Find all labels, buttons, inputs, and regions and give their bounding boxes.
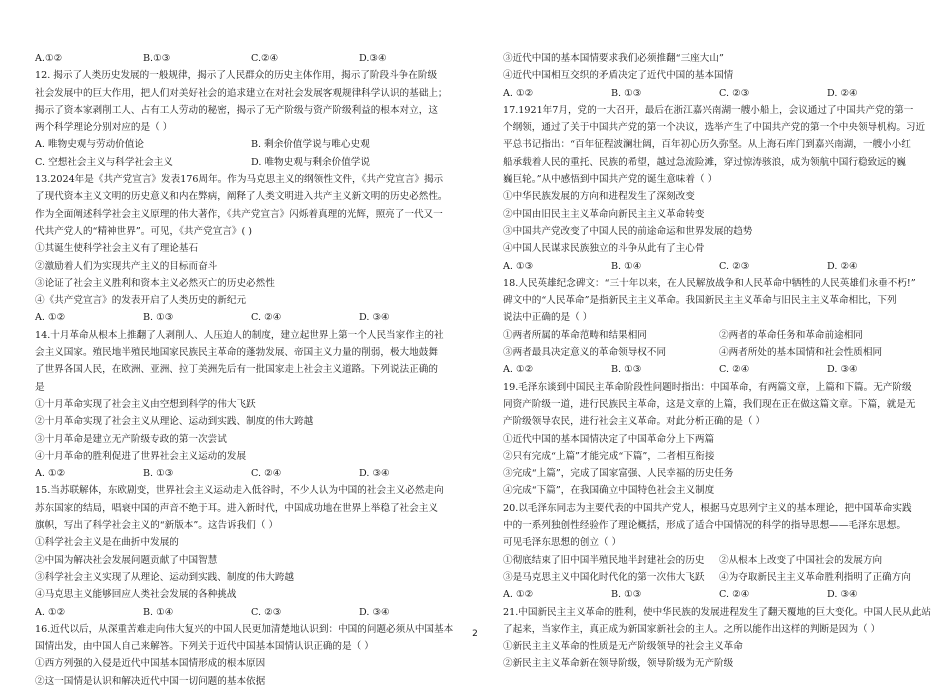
text-line: ①中华民族发展的方向和进程发生了深刻改变 — [503, 191, 695, 203]
text-line: 社会发展中的巨大作用，把人们对美好社会的追求建立在对社会发展客观规律科学认识的基础上； — [35, 87, 448, 99]
text-line: ②新民主主义革命新在领导阶级，领导阶级为无产阶级 — [503, 658, 734, 670]
answer-options — [503, 552, 935, 569]
text-line: ③论证了社会主义胜利和资本主义必然灭亡的历史必然性 — [35, 277, 275, 289]
option-item: B. ①④ — [143, 606, 174, 618]
option-item: B. ①④ — [611, 260, 642, 272]
text-line: ①十月革命实现了社会主义由空想到科学的伟大飞跃 — [35, 398, 256, 410]
text-line: 15.当苏联解体，东欧剧变，世界社会主义运动走入低谷时，不少人认为中国的社会主义必然走向 — [35, 485, 444, 497]
option-item: ①彻底结束了旧中国半殖民地半封建社会的历史 — [503, 554, 705, 566]
option-item: C. ②④ — [719, 364, 750, 376]
option-item: C. 空想社会主义与科学社会主义 — [35, 156, 173, 168]
text-line: 20.以毛泽东同志为主要代表的中国共产党人，根据马克思列宁主义的基本理论，把中国革命实践 — [503, 502, 912, 514]
text-line: 苏东国家的结局，唱衰中国的声音不绝于耳。进入新时代，中国成功地在世界上举稳了社会主义 — [35, 502, 438, 514]
text-line: 作为全面阐述科学社会主义原理的伟大著作，《共产党宣言》闪烁着真理的光辉，照亮了一代又一 — [35, 208, 443, 220]
answer-options — [503, 327, 935, 344]
text-line: ①近代中国的基本国情决定了中国革命分上下两篇 — [503, 433, 715, 445]
text-line: ①其诞生使科学社会主义有了理论基石 — [35, 243, 199, 255]
option-item: A. 唯物史观与劳动价值论 — [35, 139, 144, 151]
text-line: 揭示了资本家剥削工人、占有工人劳动的秘密，揭示了无产阶级与资产阶级利益的根本对立，这 — [35, 104, 438, 116]
option-item: ①两者所属的革命范畴和结果相同 — [503, 329, 647, 341]
option-item: D. ②④ — [827, 87, 858, 99]
text-line: 中的一系列独创性经验作了理论概括，形成了适合中国情况的科学的指导思想——毛泽东思想。 — [503, 520, 906, 532]
option-item: D. ③④ — [827, 364, 858, 376]
page-number: 2 — [472, 629, 478, 639]
option-item: ②从根本上改变了中国社会的发展方向 — [719, 554, 883, 566]
text-line: 平总书记指出：“百年征程波澜壮阔，百年初心历久弥坚。从上海石库门到嘉兴南湖，一艘小小红 — [503, 139, 911, 151]
text-line: 产阶级领导农民，进行社会主义革命。对此分析正确的是（ ） — [503, 416, 766, 428]
option-item: A. ①② — [35, 312, 66, 324]
answer-options — [503, 361, 935, 378]
option-item: A. ①③ — [503, 260, 534, 272]
answer-options — [35, 154, 467, 171]
answer-options — [35, 136, 467, 153]
option-item: B. ①③ — [611, 87, 642, 99]
answer-options — [35, 604, 467, 621]
option-item: C. ②③ — [719, 87, 750, 99]
right-column — [503, 50, 935, 673]
option-item: D. ③④ — [359, 606, 390, 618]
text-line: ①科学社会主义是在曲折中发展的 — [35, 537, 179, 549]
text-line: 18.人民英雄纪念碑文：“三十年以来，在人民解放战争和人民革命中牺牲的人民英雄们永垂不朽!” — [503, 277, 916, 289]
answer-options — [503, 569, 935, 586]
text-line: 14.十月革命从根本上推翻了人剥削人、人压迫人的制度，建立起世界上第一个人民当家作主的社 — [35, 329, 444, 341]
text-line: ③十月革命是建立无产阶级专政的第一次尝试 — [35, 433, 227, 445]
option-item: A. ①② — [35, 468, 66, 480]
text-line: 碑文中的“人民革命”是指新民主主义革命。我国新民主主义革命与旧民主主义革命相比，下列 — [503, 295, 897, 307]
option-item: A. ①② — [503, 589, 534, 601]
text-line: 个纲领，通过了关于中国共产党的第一个决议，选举产生了中国共产党的第一个中央领导机构。习近 — [503, 122, 926, 134]
option-item: ④为夺取新民主主义革命胜利指明了正确方向 — [719, 571, 911, 583]
option-item: A. ①② — [503, 364, 534, 376]
text-line: ④完成“下篇”，在我国确立中国特色社会主义制度 — [503, 485, 715, 497]
option-item: A.①② — [35, 53, 63, 64]
option-item: ③是马克思主义中国化时代化的第一次伟大飞跃 — [503, 571, 705, 583]
text-line: 是 — [35, 381, 45, 393]
option-item: C. ②③ — [251, 606, 282, 618]
option-item: ②两者的革命任务和革命前途相同 — [719, 329, 863, 341]
option-item: C.②④ — [251, 53, 279, 64]
option-item: D. 唯物史观与剩余价值学说 — [251, 156, 370, 168]
text-line: 13.2024年是《共产党宣言》发表176周年。作为马克思主义的纲领性文件，《共产党宣言》揭示 — [35, 174, 444, 186]
text-line: 了现代资本主义文明的历史意义和内在弊病，阐释了人类文明进入共产主义新文明的历史必然性。 — [35, 191, 448, 203]
answer-options — [503, 344, 935, 361]
option-item: D. ③④ — [359, 468, 390, 480]
text-line: 同资产阶级一道，进行民族民主革命，这是文章的上篇，我们现在正在做这篇文章。下篇，就是无 — [503, 398, 916, 410]
option-item: D. ③④ — [359, 312, 390, 324]
text-line: ③完成“上篇”，完成了国家富强、人民幸福的历史任务 — [503, 468, 734, 480]
answer-options — [503, 85, 935, 102]
answer-options — [503, 586, 935, 603]
option-item: D. ②④ — [827, 260, 858, 272]
option-item: B. ①③ — [143, 468, 174, 480]
text-line: 船承载着人民的重托、民族的希望，越过急流险滩，穿过惊涛骇浪，成为领航中国行稳致远的巍 — [503, 156, 906, 168]
option-item: C. ②④ — [251, 312, 282, 324]
text-line: 了世界各国人民，在欧洲、亚洲、拉丁美洲先后有一批国家走上社会主义道路。下列说法正确的 — [35, 364, 438, 376]
option-item: ④两者所处的基本国情和社会性质相同 — [719, 347, 883, 359]
text-line: 了起来，当家作主，真正成为新国家新社会的主人。之所以能作出这样的判断是因为（ ） — [503, 623, 881, 635]
text-line: ③科学社会主义实现了从理论、运动到实践、制度的伟大跨越 — [35, 571, 295, 583]
text-line: 21.中国新民主主义革命的胜利，使中华民族的发展进程发生了翻天覆地的巨大变化。中国人民从此站 — [503, 606, 931, 618]
text-line: ②中国由旧民主主义革命向新民主主义革命转变 — [503, 208, 705, 220]
text-line: 可见毛泽东思想的创立（ ） — [503, 537, 622, 549]
text-line: ②中国为解决社会发展问题贡献了中国智慧 — [35, 554, 218, 566]
text-line: 17.1921年7月，党的一大召开，最后在浙江嘉兴南湖一艘小船上，会议通过了中国共产党的第一 — [503, 104, 914, 116]
option-item: C. ②④ — [719, 589, 750, 601]
text-line: ②十月革命实现了社会主义从理论、运动到实践、制度的伟大跨越 — [35, 416, 314, 428]
option-item: B. ①③ — [611, 589, 642, 601]
text-line: ④中国人民谋求民族独立的斗争从此有了主心骨 — [503, 243, 705, 255]
text-line: ②只有完成“上篇”才能完成“下篇”，二者相互衔接 — [503, 450, 715, 462]
answer-options — [35, 465, 467, 482]
text-line: 代共产党人的“精神世界”。可见，《共产党宣言》( ) — [35, 225, 253, 237]
left-column — [35, 50, 467, 690]
text-line: 国情出发，由中国人自己来解答。下列关于近代中国基本国情认识正确的是（ ） — [35, 641, 374, 653]
text-line: ①西方列强的入侵是近代中国基本国情形成的根本原因 — [35, 658, 266, 670]
text-line: 旗帜，写出了科学社会主义的“新版本”。这告诉我们（ ） — [35, 520, 279, 532]
option-item: B. ①③ — [143, 312, 174, 324]
option-item: B.①③ — [143, 53, 171, 64]
text-line: ④马克思主义能够回应人类社会发展的各种挑战 — [35, 589, 237, 601]
option-item: C. ②③ — [719, 260, 750, 272]
text-line: 巍巨轮。”从中感悟到中国共产党的诞生意味着（ ） — [503, 174, 718, 186]
option-item: D. ③④ — [827, 589, 858, 601]
text-line: 两个科学理论分别对应的是（ ） — [35, 122, 173, 134]
option-item: B. 剩余价值学说与唯心史观 — [251, 139, 370, 151]
answer-options — [503, 258, 935, 275]
option-item: ③两者最具决定意义的革命领导权不同 — [503, 347, 667, 359]
text-line: ①新民主主义革命的性质是无产阶级领导的社会主义革命 — [503, 641, 743, 653]
text-line: 12. 揭示了人类历史发展的一般规律，揭示了人民群众的历史主体作用，揭示了阶段斗争在阶级 — [35, 70, 438, 82]
option-item: C. ②④ — [251, 468, 282, 480]
text-line: ④十月革命的胜利促进了世界社会主义运动的发展 — [35, 450, 247, 462]
answer-options — [35, 309, 467, 326]
answer-options — [35, 50, 467, 67]
text-line: 说法中正确的是（ ） — [503, 312, 593, 324]
text-line: ②激励着人们为实现共产主义的目标而奋斗 — [35, 260, 218, 272]
text-line: ④《共产党宣言》的发表开启了人类历史的新纪元 — [35, 295, 247, 307]
option-item: A. ①② — [503, 87, 534, 99]
text-line: ②这一国情是认识和解决近代中国一切问题的基本依据 — [35, 675, 266, 687]
text-line: 16.近代以后，从深重苦难走向伟大复兴的中国人民更加清楚地认识到：中国的问题必须从中国基本 — [35, 623, 454, 635]
option-item: A. ①② — [35, 606, 66, 618]
option-item: D.③④ — [359, 53, 387, 64]
text-line: ③中国共产党改变了中国人民的前途命运和世界发展的趋势 — [503, 225, 753, 237]
text-line: ④近代中国相互交织的矛盾决定了近代中国的基本国情 — [503, 70, 734, 82]
text-line: 会主义国家。殖民地半殖民地国家民族民主革命的蓬勃发展、帝国主义力量的削弱，极大地鼓舞 — [35, 347, 438, 359]
text-line: 19.毛泽东谈到中国民主革命阶段性问题时指出：中国革命，有两篇文章，上篇和下篇。无产阶级 — [503, 381, 912, 393]
option-item: B. ①③ — [611, 364, 642, 376]
text-line: ③近代中国的基本国情要求我们必须推翻“三座大山” — [503, 53, 724, 64]
